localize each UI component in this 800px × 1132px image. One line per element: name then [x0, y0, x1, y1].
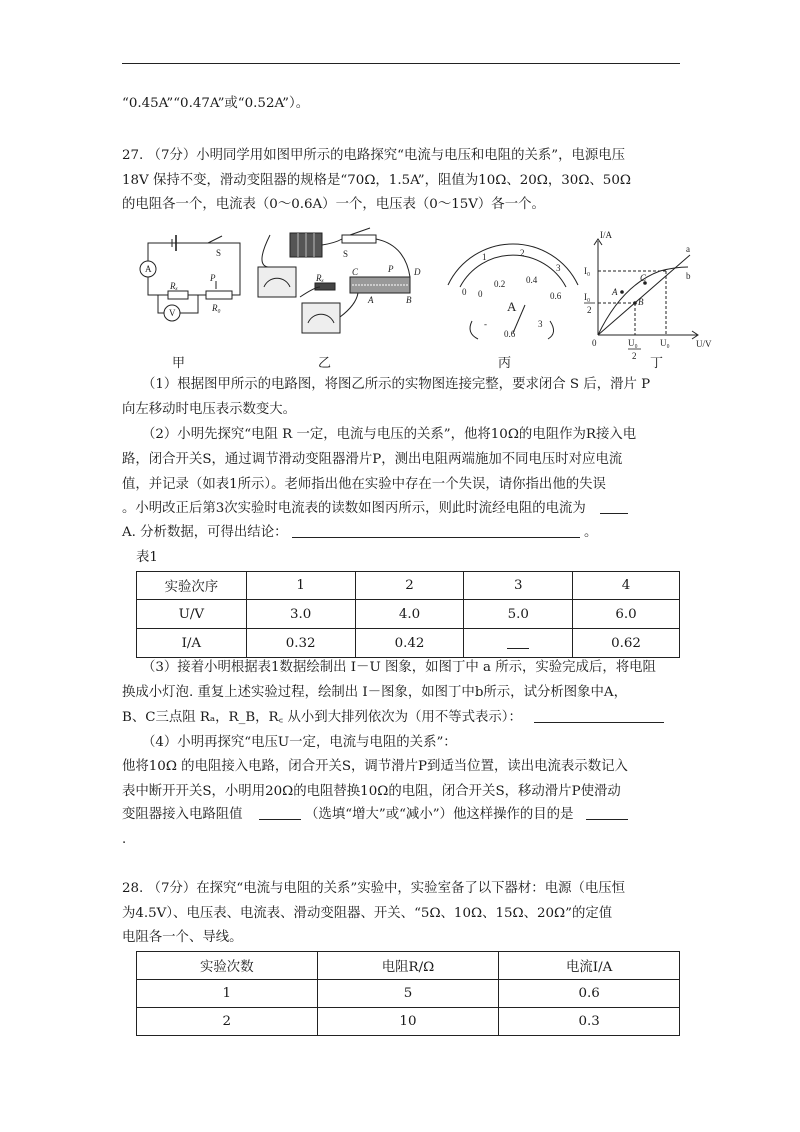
table1 [136, 571, 680, 658]
jia-label-v: V [169, 308, 176, 318]
q28-table-cell: 实验次数 [137, 952, 318, 980]
q27-part2-line-4 [122, 500, 628, 518]
q27-part4-line-3: 表中断开开关S，小明用20Ω的电阻替换10Ω的电阻，闭合开关S，移动滑片P使滑动 [122, 784, 621, 799]
q28-table-row [137, 1008, 680, 1036]
ding-point-c: C [640, 273, 647, 283]
q28-table [136, 951, 680, 1036]
q27-part4-line-4-mid: （选填“增大”或“减小”）他这样操作的目的是 [305, 807, 574, 822]
q27-part4-line-4 [122, 806, 628, 824]
ding-origin: 0 [592, 338, 597, 348]
q28-table-cell: 2 [137, 1008, 318, 1036]
q27-part2-line-5-text: A. 分析数据，可得出结论： [122, 525, 288, 540]
q28-table-cell: 5 [317, 980, 499, 1008]
table1-row-voltage [137, 600, 680, 629]
purpose-blank[interactable] [586, 806, 628, 820]
yi-label-d: D [414, 267, 421, 277]
bing-tick-04: 0.4 [526, 275, 538, 285]
bing-tick-0b: 0 [478, 289, 483, 299]
q28-table-cell: 10 [317, 1008, 499, 1036]
table1-cell: 3 [464, 572, 573, 600]
resistance-order-blank[interactable] [534, 709, 664, 723]
q27-part3-line-2: 换成小灯泡. 重复上述实验过程，绘制出 I－图象，如图丁中b所示，试分析图象中A， [122, 685, 627, 700]
q27-part2-line-4-text: 。小明改正后第3次实验时电流表的读数如图丙所示，则此时流经电阻的电流为 [122, 501, 586, 516]
circuit-diagram-jia [140, 235, 240, 321]
table1-cell: U/V [137, 600, 247, 629]
q28-table-cell: 电流I/A [499, 952, 680, 980]
fig-label-bing: 丙 [498, 356, 512, 371]
table1-cell: 1 [246, 572, 355, 600]
bing-tick-06: 0.6 [550, 291, 562, 301]
q27-line-2: 18V 保持不变，滑动变阻器的规格是“70Ω，1.5A”，阻值为10Ω、20Ω，30Ω、50Ω [122, 173, 631, 188]
table1-cell: 4 [573, 572, 680, 600]
table1-header-row [137, 572, 680, 600]
q28-table-cell: 0.6 [499, 980, 680, 1008]
q27-part2-line-3: 值，并记录（如表1所示）。老师指出他在实验中存在一个失误，请你指出他的失误 [122, 477, 606, 492]
table1-cell: 6.0 [573, 600, 680, 629]
q27-part3-line-3 [122, 709, 664, 727]
q27-part2-line-1: （2）小明先探究“电阻 R 一定，电流与电压的关系”，他将10Ω的电阻作为R接入电 [142, 427, 637, 442]
q27-part4-line-1: （4）小明再探究“电压U一定，电流与电阻的关系”： [142, 735, 457, 750]
fig-label-yi: 乙 [318, 356, 332, 371]
q27-figures [130, 225, 720, 385]
bing-tick-1: 1 [482, 252, 487, 262]
table1-cell: 0.62 [573, 629, 680, 658]
ding-xlabel: U/V [696, 339, 712, 349]
jia-label-p: P [210, 273, 216, 283]
yi-label-b: B [406, 295, 412, 305]
yi-label-p: P [388, 264, 394, 274]
ding-uhalf-den: 2 [632, 351, 637, 361]
table1-cell: 3.0 [246, 600, 355, 629]
table1-cell: 2 [355, 572, 464, 600]
ding-i0: I₀ [584, 266, 591, 276]
table1-cell: 0.42 [355, 629, 464, 658]
q27-part2-line-5-end: 。 [584, 525, 598, 540]
ding-curve-a: a [686, 244, 690, 254]
q27-part4-line-4-text: 变阻器接入电路阻值 [122, 807, 243, 822]
q27-line-3: 的电阻各一个，电流表（0～0.6A）一个，电压表（0～15V）各一个。 [122, 197, 545, 212]
bing-label-a: A [507, 299, 517, 314]
yi-label-rx: Rₓ [316, 273, 325, 283]
table1-cell: 4.0 [355, 600, 464, 629]
q27-part1-line-2: 向左移动时电压表示数变大。 [122, 402, 297, 417]
table1-row-current [137, 629, 680, 658]
q27-part2-line-5 [122, 524, 597, 542]
bing-tick-0: 0 [462, 287, 467, 297]
q28-table-row [137, 980, 680, 1008]
fig-label-jia: 甲 [172, 356, 186, 371]
bing-tick-02: 0.2 [494, 279, 506, 289]
jia-label-s: S [216, 248, 222, 258]
bing-terminal-minus: - [484, 319, 487, 329]
conclusion-answer-blank[interactable] [292, 524, 580, 538]
table1-caption: 表1 [136, 550, 158, 565]
q27-part4-line-2: 他将10Ω 的电阻接入电路，闭合开关S，调节滑片P到适当位置，读出电流表示数记入 [122, 759, 628, 774]
table1-missing-current-blank[interactable] [507, 635, 529, 649]
iu-graph-ding [594, 239, 698, 339]
yi-label-c: C [352, 267, 359, 277]
ding-ihalf-den: 2 [587, 305, 592, 315]
current-answer-blank[interactable] [600, 500, 628, 514]
q27-part2-line-2: 路，闭合开关S，通过调节滑动变阻器滑片P，测出电阻两端施加不同电压时对应电流 [122, 452, 623, 467]
physical-setup-yi [258, 228, 410, 333]
ding-point-b: B [638, 297, 644, 307]
table1-cell: 5.0 [464, 600, 573, 629]
top-note: “0.45A”“0.47A”或“0.52A”）。 [122, 96, 310, 111]
q27-part3-line-1: （3）接着小明根据表1数据绘制出 I－U 图象，如图丁中 a 所示，实验完成后，将电阻 [142, 660, 656, 675]
jia-label-a: A [145, 264, 152, 274]
q28-table-cell: 0.3 [499, 1008, 680, 1036]
ding-ihalf-num: I₀ [584, 292, 591, 302]
bing-terminal-3: 3 [538, 319, 543, 329]
table1-cell: I/A [137, 629, 247, 658]
table1-cell: 实验次序 [137, 572, 247, 600]
q28-line-1: 28. （7分）在探究“电流与电阻的关系”实验中，实验室备了以下器材：电源（电压恒 [122, 881, 626, 896]
bing-terminal-06: 0.6 [504, 329, 516, 339]
yi-label-a: A [368, 295, 374, 305]
q28-table-cell: 1 [137, 980, 318, 1008]
ding-point-a: A [612, 287, 618, 297]
yi-label-s: S [343, 249, 349, 259]
q27-trailing-dot: . [122, 832, 127, 847]
q27-line-1: 27. （7分）小明同学用如图甲所示的电路探究“电流与电压和电阻的关系”，电源电压 [122, 148, 626, 163]
ding-uhalf-num: U₀ [628, 338, 638, 348]
fig-label-ding: 丁 [650, 356, 664, 371]
jia-label-r0: R₀ [212, 303, 221, 313]
jia-label-rx: Rₓ [170, 281, 179, 291]
increase-decrease-blank[interactable] [259, 806, 301, 820]
bing-tick-2: 2 [520, 248, 525, 258]
ding-curve-b: b [686, 271, 691, 281]
header-rule [122, 63, 680, 64]
q28-table-header-row [137, 952, 680, 980]
q27-part3-line-3-text: B、C三点阻 Rₐ，R_B，R꜀ 从小到大排列依次为（用不等式表示）： [122, 710, 522, 725]
q28-table-cell: 电阻R/Ω [317, 952, 499, 980]
q28-line-2: 为4.5V）、电压表、电流表、滑动变阻器、开关、“5Ω、10Ω、15Ω、20Ω”的定值 [122, 906, 613, 921]
table1-cell: 0.32 [246, 629, 355, 658]
q27-part1-line-1: （1）根据图甲所示的电路图，将图乙所示的实物图连接完整，要求闭合 S 后，滑片 P [142, 377, 651, 392]
ding-u0: U₀ [660, 338, 670, 348]
ding-ylabel: I/A [600, 230, 612, 240]
q28-line-3: 电阻各一个、导线。 [122, 930, 243, 945]
table1-cell-blank[interactable] [464, 629, 573, 658]
bing-tick-3: 3 [556, 263, 561, 273]
